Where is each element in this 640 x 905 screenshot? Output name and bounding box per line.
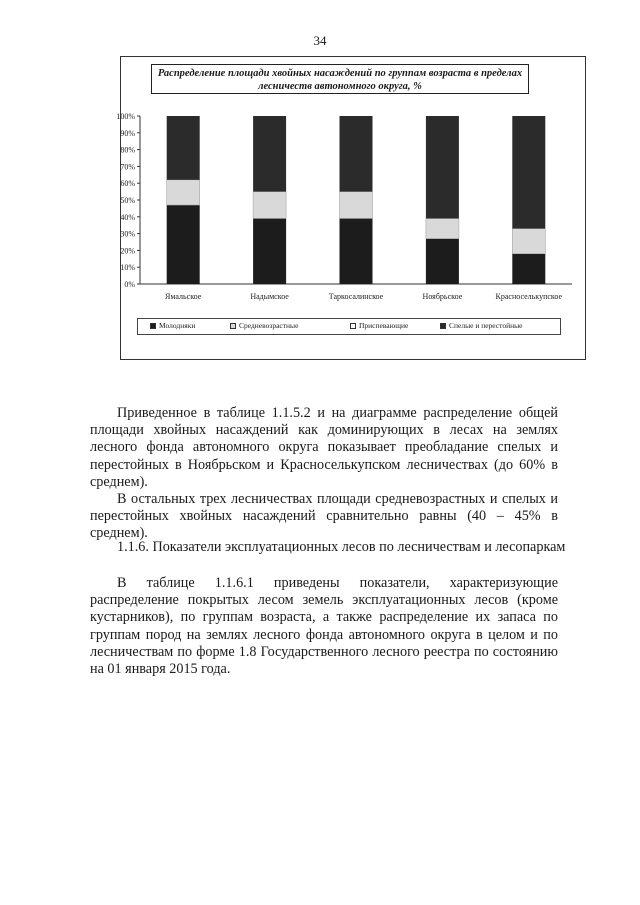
bar-segment xyxy=(426,116,459,218)
bar-segment xyxy=(253,192,286,219)
y-tick-label: 100% xyxy=(116,112,135,121)
y-tick-label: 60% xyxy=(120,179,135,189)
page-number: 34 xyxy=(313,33,327,48)
bar-segment xyxy=(167,116,200,180)
y-tick-label: 50% xyxy=(120,196,135,205)
y-tick-label: 20% xyxy=(120,246,135,256)
bar-segment xyxy=(426,218,459,238)
legend-swatch-icon xyxy=(230,323,236,329)
legend-item-molodnyaki xyxy=(150,321,195,330)
legend-label: Приспевающие xyxy=(359,321,409,330)
bar-segment xyxy=(340,192,373,219)
bar-segment xyxy=(512,254,545,284)
x-tick-label: Ноябрьское xyxy=(422,292,463,301)
legend-item-prispevayushchie xyxy=(350,321,408,330)
y-tick-label: 30% xyxy=(120,229,135,239)
paragraph: В остальных трех лесничествах площади средневозрастных и спелых и перестойных хвойных насаждений сравнительно равны (40 – 45% в среднем). xyxy=(90,491,558,542)
y-tick-label: 70% xyxy=(120,162,135,172)
analysis-text xyxy=(90,405,558,543)
bar-segment xyxy=(253,218,286,284)
bar-segment xyxy=(167,205,200,284)
chart-title: Распределение площади хвойных насаждений по группам возраста в пределах лесничеств автономного округа, % xyxy=(151,64,529,94)
y-tick-label: 10% xyxy=(120,263,135,273)
y-tick-label: 0% xyxy=(124,280,135,289)
y-tick-label: 40% xyxy=(120,212,135,222)
x-tick-label: Таркосалинское xyxy=(328,292,384,301)
y-tick-label: 90% xyxy=(120,128,135,138)
legend-item-spelye xyxy=(440,321,522,330)
bar-segment xyxy=(340,218,373,284)
bar-segment xyxy=(340,116,373,192)
section-text xyxy=(90,575,558,678)
bar-segment xyxy=(253,116,286,192)
paragraph: Приведенное в таблице 1.1.5.2 и на диаграмме распределение общей площади хвойных насаждений как доминирующих в лесах на землях лесного фонда автономного округа показывает преобладание спелых и перестойных в Ноябрьском и Красноселькупском лесничествах (до 60% в среднем). xyxy=(90,405,558,490)
bar-segment xyxy=(512,229,545,254)
bar-segment xyxy=(426,239,459,284)
bar-segment xyxy=(512,116,545,229)
legend-swatch-icon xyxy=(440,323,446,329)
y-tick-label: 80% xyxy=(120,145,135,155)
legend-item-srednevozrastnye xyxy=(230,321,298,330)
chart-legend xyxy=(137,318,561,335)
x-tick-label: Надымское xyxy=(250,292,289,301)
bar-segment xyxy=(167,180,200,205)
legend-label: Спелые и перестойные xyxy=(449,321,523,330)
legend-label: Средневозрастные xyxy=(239,321,299,330)
legend-label: Молодняки xyxy=(159,321,196,330)
x-tick-label: Ямальское xyxy=(165,292,202,301)
paragraph: В таблице 1.1.6.1 приведены показатели, характеризующие распределение покрытых лесом земель эксплуатационных лесов (кроме кустарников), по группам возраста, а также распределение их запаса по группам пород на землях лесного фонда автономного округа в целом и по лесничествам по форме 1.8 Государственного лесного реестра по состоянию на 01 января 2015 года. xyxy=(90,575,558,678)
legend-swatch-icon xyxy=(150,323,156,329)
section-heading: 1.1.6. Показатели эксплуатационных лесов по лесничествам и лесопаркам xyxy=(117,539,566,555)
legend-swatch-icon xyxy=(350,323,356,329)
x-tick-label: Красноселькупское xyxy=(495,292,563,301)
